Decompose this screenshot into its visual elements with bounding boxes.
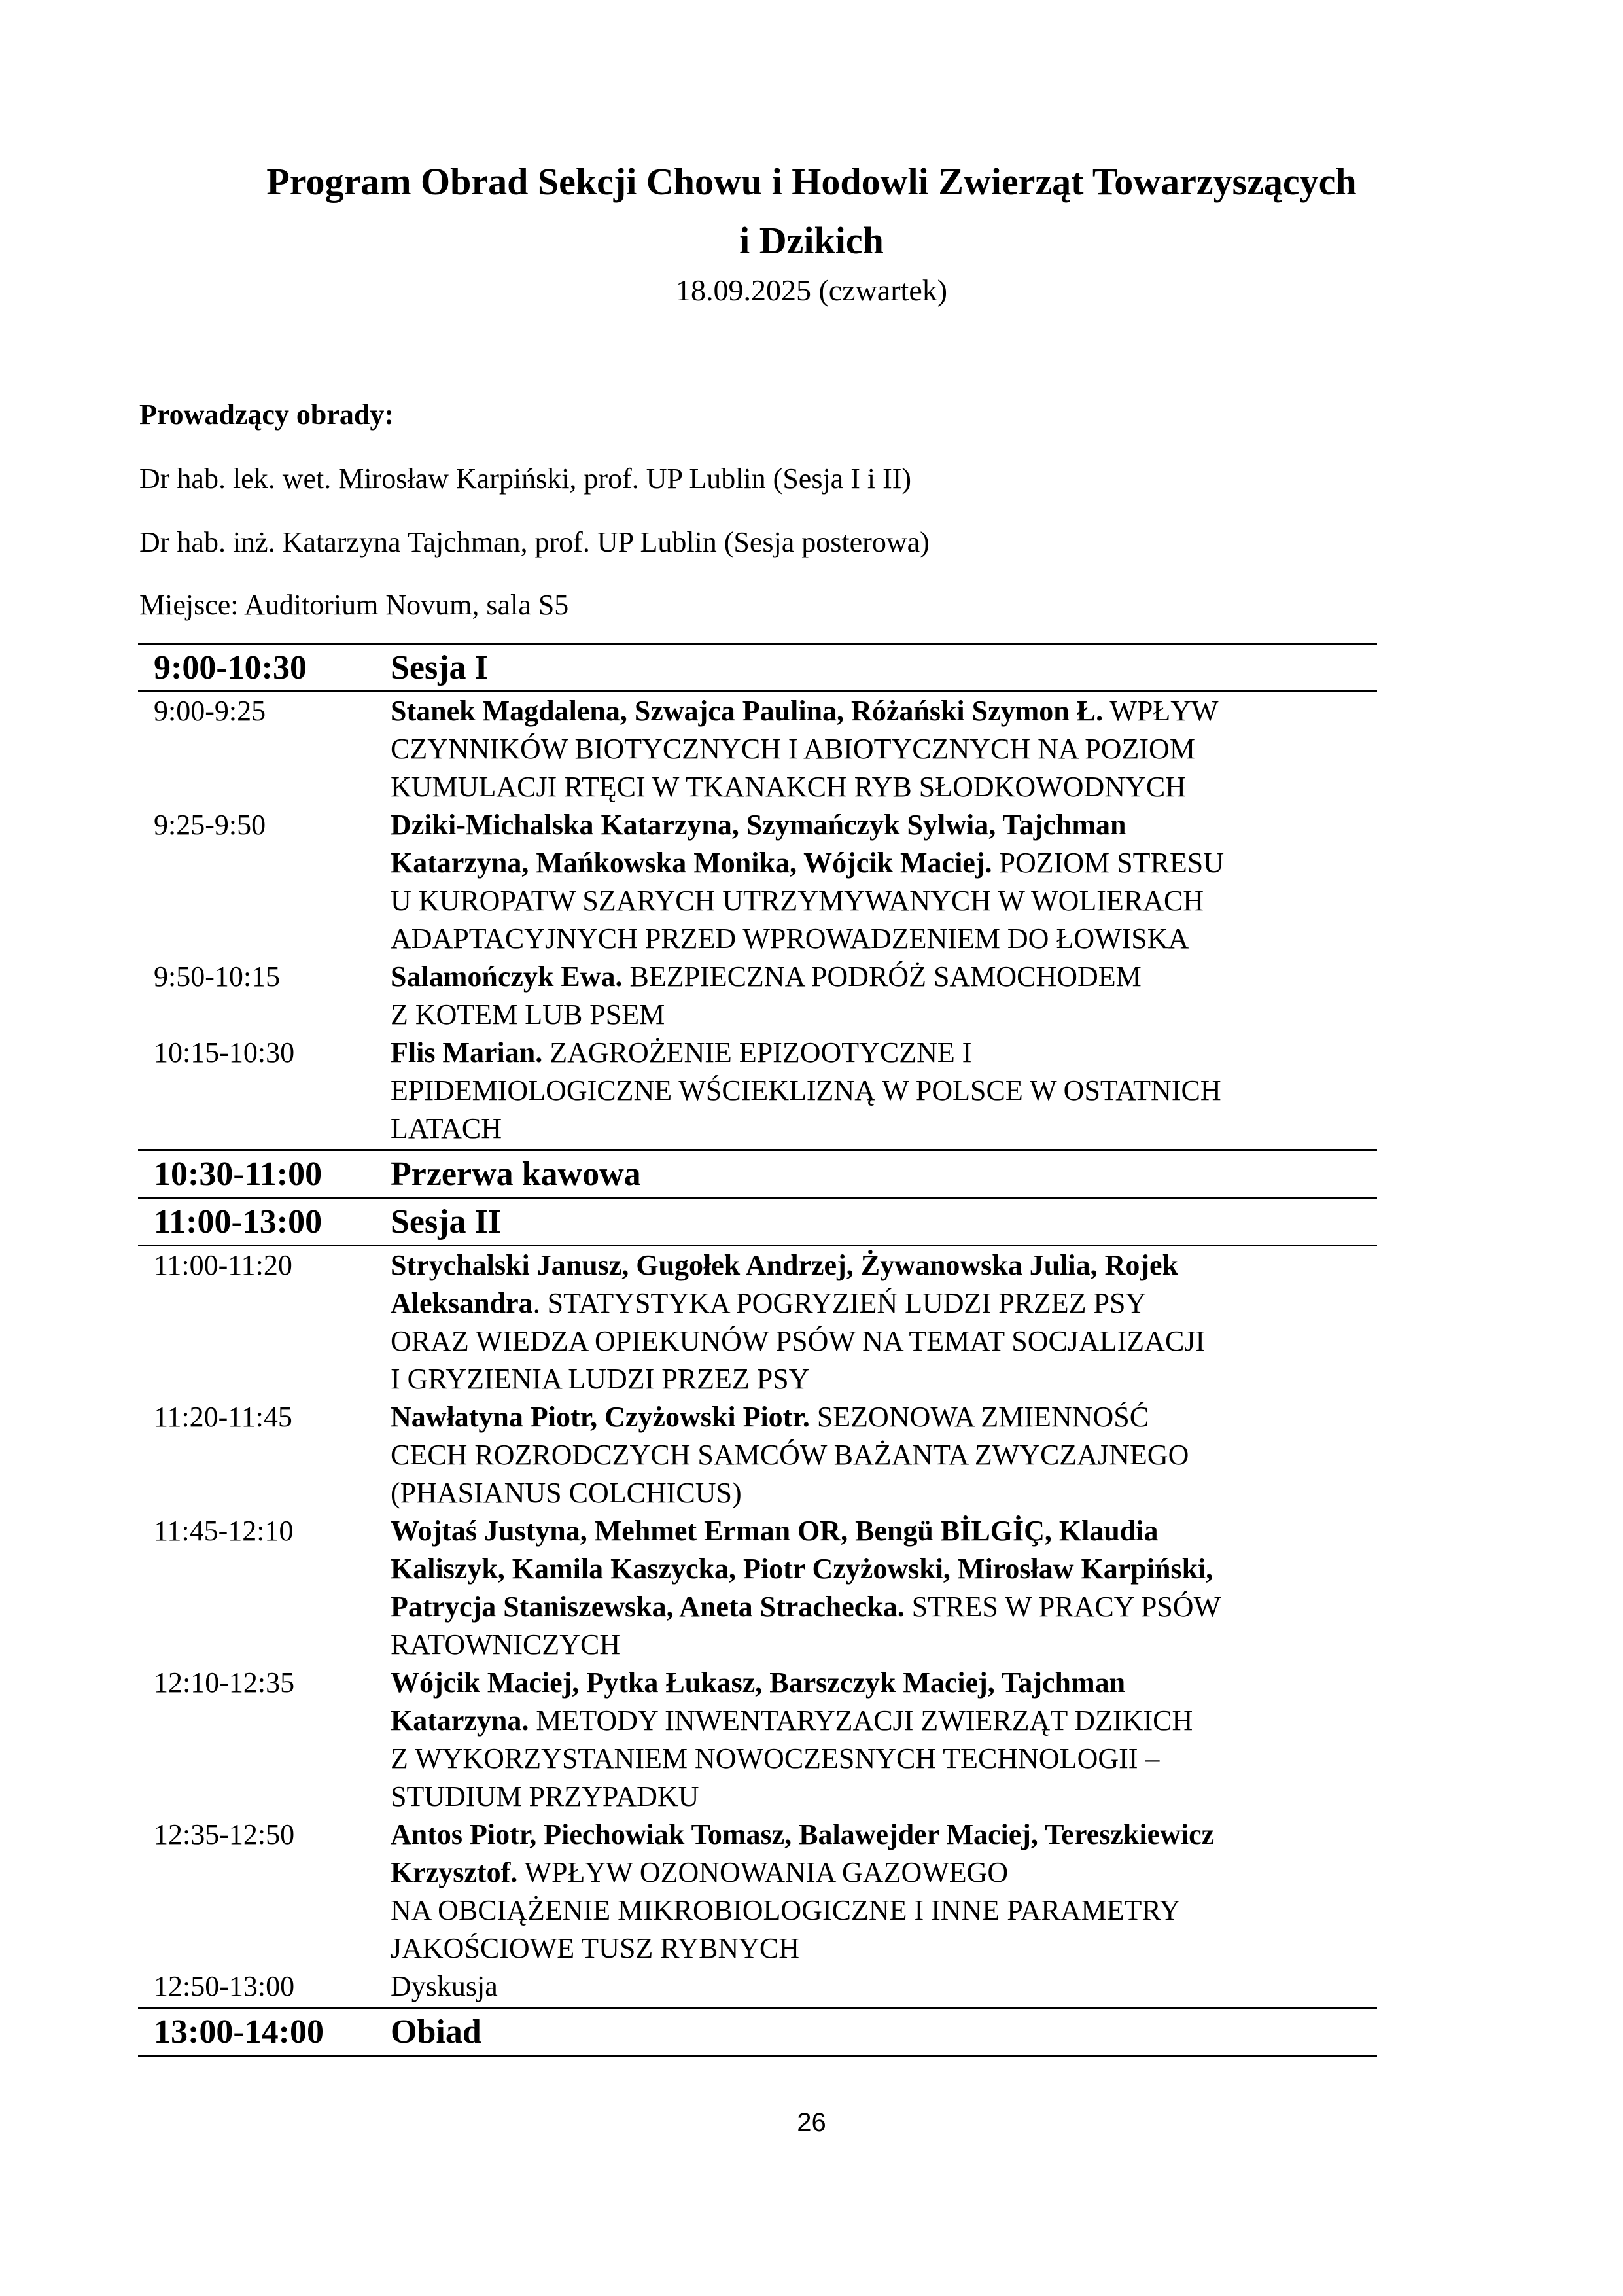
schedule-table: [138, 643, 1377, 2057]
talk-title: JAKOŚCIOWE TUSZ RYBNYCH: [391, 1932, 800, 1964]
talk-description: [391, 1246, 1377, 1398]
talk-title: EPIDEMIOLOGICZNE WŚCIEKLIZNĄ W POLSCE W OSTATNICH: [391, 1074, 1221, 1106]
talk-description: [391, 1398, 1377, 1512]
talk-authors: Aleksandra: [391, 1287, 533, 1319]
session-1-label: Sesja I: [391, 648, 488, 686]
talk-time: 11:20-11:45: [154, 1401, 292, 1433]
talk-time: 12:10-12:35: [154, 1667, 295, 1699]
talk-time: 9:00-9:25: [154, 695, 266, 727]
talk-title: WPŁYW: [1103, 695, 1219, 727]
talk-title: BEZPIECZNA PODRÓŻ SAMOCHODEM: [622, 961, 1142, 993]
talk-description: [391, 1512, 1377, 1664]
talk-row: [138, 1512, 1377, 1664]
talk-row: [138, 1968, 1377, 2005]
talk-authors: Dziki-Michalska Katarzyna, Szymańczyk Sylwia, Tajchman: [391, 809, 1126, 841]
talk-title: U KUROPATW SZARYCH UTRZYMYWANYCH W WOLIERACH: [391, 885, 1204, 917]
talk-row: [138, 806, 1377, 958]
chair-1: Dr hab. lek. wet. Mirosław Karpiński, prof. UP Lublin (Sesja I i II): [139, 463, 912, 495]
talk-title: RATOWNICZYCH: [391, 1629, 621, 1661]
talk-title: CECH ROZRODCZYCH SAMCÓW BAŻANTA ZWYCZAJNEGO: [391, 1439, 1189, 1471]
talk-authors: Katarzyna.: [391, 1704, 529, 1737]
talk-time: 12:35-12:50: [154, 1818, 295, 1850]
talk-title: ORAZ WIEDZA OPIEKUNÓW PSÓW NA TEMAT SOCJALIZACJI: [391, 1325, 1206, 1357]
talk-authors: Flis Marian.: [391, 1036, 543, 1069]
talk-description: [391, 806, 1377, 958]
session-2-talks: [138, 1246, 1377, 2009]
talk-title: (PHASIANUS COLCHICUS): [391, 1477, 742, 1509]
break-time: 10:30-11:00: [154, 1155, 323, 1193]
lunch-time: 13:00-14:00: [154, 2013, 324, 2051]
session-1-header: [138, 645, 1377, 692]
talk-time: 11:45-12:10: [154, 1515, 294, 1547]
talk-row: [138, 1664, 1377, 1816]
talk-authors: Nawłatyna Piotr, Czyżowski Piotr.: [391, 1401, 810, 1433]
talk-authors: Wojtaś Justyna, Mehmet Erman OR, Bengü BİLGİÇ, Klaudia: [391, 1515, 1159, 1547]
chairs-label: Prowadzący obrady:: [139, 398, 394, 431]
talk-authors: Stanek Magdalena, Szwajca Paulina, Różański Szymon Ł.: [391, 695, 1104, 727]
talk-row: [138, 1246, 1377, 1398]
lunch-label: Obiad: [391, 2013, 481, 2051]
talk-authors: Strychalski Janusz, Gugołek Andrzej, Żywanowska Julia, Rojek: [391, 1249, 1179, 1281]
talk-description: [391, 1816, 1377, 1968]
talk-title: STUDIUM PRZYPADKU: [391, 1780, 699, 1812]
talk-title: Z KOTEM LUB PSEM: [391, 998, 665, 1031]
talk-title: I GRYZIENIA LUDZI PRZEZ PSY: [391, 1363, 810, 1395]
talk-authors: Patrycja Staniszewska, Aneta Strachecka.: [391, 1591, 905, 1623]
talk-title: ADAPTACYJNYCH PRZED WPROWADZENIEM DO ŁOWISKA: [391, 923, 1189, 955]
page-date: 18.09.2025 (czwartek): [675, 274, 948, 307]
session-2-time: 11:00-13:00: [154, 1203, 323, 1241]
chair-2: Dr hab. inż. Katarzyna Tajchman, prof. UP Lublin (Sesja posterowa): [139, 526, 930, 558]
page-title-line2: i Dzikich: [739, 219, 884, 262]
talk-title: STRES W PRACY PSÓW: [904, 1591, 1221, 1623]
talk-description: [391, 1968, 1377, 2005]
talk-authors: Salamończyk Ewa.: [391, 961, 623, 993]
talk-time: 9:25-9:50: [154, 809, 266, 841]
talk-authors: Krzysztof.: [391, 1856, 518, 1888]
talk-title: CZYNNIKÓW BIOTYCZNYCH I ABIOTYCZNYCH NA POZIOM: [391, 733, 1195, 765]
break-label: Przerwa kawowa: [391, 1155, 641, 1193]
talk-time: 11:00-11:20: [154, 1249, 292, 1281]
talk-row: [138, 958, 1377, 1034]
talk-description: [391, 958, 1377, 1034]
talk-title: Z WYKORZYSTANIEM NOWOCZESNYCH TECHNOLOGII –: [391, 1742, 1160, 1775]
talk-authors: Wójcik Maciej, Pytka Łukasz, Barszczyk Maciej, Tajchman: [391, 1667, 1126, 1699]
talk-title: NA OBCIĄŻENIE MIKROBIOLOGICZNE I INNE PARAMETRY: [391, 1894, 1181, 1926]
talk-row: [138, 692, 1377, 806]
talk-description: [391, 692, 1377, 806]
talk-title: LATACH: [391, 1112, 502, 1144]
session-1-talks: [138, 692, 1377, 1151]
talk-time: 9:50-10:15: [154, 961, 281, 993]
session-2-header: [138, 1199, 1377, 1246]
page-title-line1: Program Obrad Sekcji Chowu i Hodowli Zwierząt Towarzyszących: [266, 160, 1357, 203]
talk-title: WPŁYW OZONOWANIA GAZOWEGO: [517, 1856, 1009, 1888]
venue: Miejsce: Auditorium Novum, sala S5: [139, 589, 569, 621]
talk-title: . STATYSTYKA POGRYZIEŃ LUDZI PRZEZ PSY: [532, 1287, 1147, 1319]
lunch-row: [138, 2009, 1377, 2057]
talk-authors: Kaliszyk, Kamila Kaszycka, Piotr Czyżowski, Mirosław Karpiński,: [391, 1553, 1213, 1585]
talk-description: [391, 1034, 1377, 1148]
talk-authors: Antos Piotr, Piechowiak Tomasz, Balawejder Maciej, Tereszkiewicz: [391, 1818, 1215, 1850]
session-2-label: Sesja II: [391, 1203, 502, 1241]
talk-authors: Katarzyna, Mańkowska Monika, Wójcik Maciej.: [391, 847, 992, 879]
talk-row: [138, 1398, 1377, 1512]
page-number: 26: [797, 2108, 826, 2137]
talk-time: 10:15-10:30: [154, 1036, 295, 1069]
talk-title: ZAGROŻENIE EPIZOOTYCZNE I: [542, 1036, 972, 1069]
talk-description: [391, 1664, 1377, 1816]
talk-row: [138, 1034, 1377, 1148]
talk-title: KUMULACJI RTĘCI W TKANAKCH RYB SŁODKOWODNYCH: [391, 771, 1186, 803]
talk-title: METODY INWENTARYZACJI ZWIERZĄT DZIKICH: [529, 1704, 1193, 1737]
break-row: [138, 1151, 1377, 1199]
session-1-time: 9:00-10:30: [154, 648, 307, 686]
talk-row: [138, 1816, 1377, 1968]
talk-time: 12:50-13:00: [154, 1970, 295, 2002]
discussion-label: Dyskusja: [391, 1970, 498, 2002]
talk-title: POZIOM STRESU: [992, 847, 1224, 879]
talk-title: SEZONOWA ZMIENNOŚĆ: [809, 1401, 1149, 1433]
